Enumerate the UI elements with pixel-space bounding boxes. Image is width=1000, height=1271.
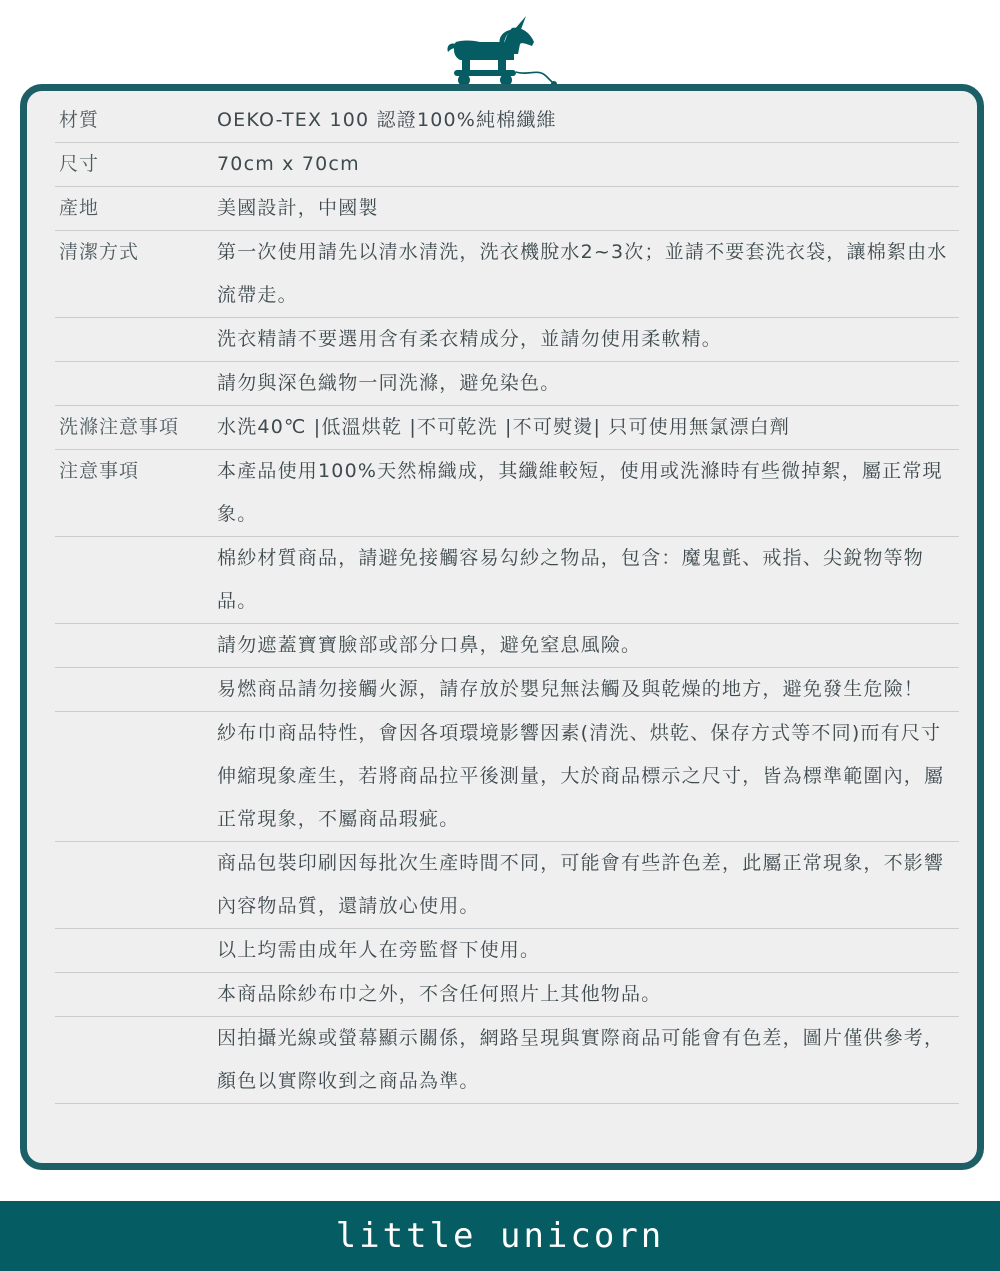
spec-row [55, 231, 959, 318]
spec-value: 請勿遮蓋寶寶臉部或部分口鼻，避免窒息風險。 [217, 634, 642, 656]
spec-row [55, 362, 959, 406]
spec-row [55, 537, 959, 624]
spec-row [55, 929, 959, 973]
rocking-unicorn-icon [442, 12, 560, 88]
spec-value: 因拍攝光線或螢幕顯示關係，網路呈現與實際商品可能會有色差，圖片僅供參考，顏色以實際收到之商品為準。 [217, 1027, 945, 1092]
spec-value: 以上均需由成年人在旁監督下使用。 [217, 939, 541, 961]
spec-row [55, 712, 959, 842]
spec-label [55, 668, 217, 711]
spec-table [55, 99, 959, 1104]
spec-row [55, 406, 959, 450]
spec-value: 70cm x 70cm [217, 153, 360, 175]
spec-value: 本產品使用100%天然棉織成，其纖維較短，使用或洗滌時有些微掉絮，屬正常現象。 [217, 460, 943, 525]
spec-label [55, 624, 217, 667]
spec-row [55, 450, 959, 537]
spec-value: 水洗40℃ |低溫烘乾 |不可乾洗 |不可熨燙| 只可使用無氯漂白劑 [217, 416, 791, 438]
spec-label: 清潔方式 [59, 241, 140, 263]
spec-row [55, 187, 959, 231]
spec-label: 洗滌注意事項 [59, 416, 180, 438]
spec-label: 尺寸 [59, 153, 100, 175]
spec-label [55, 318, 217, 361]
spec-value: 美國設計，中國製 [217, 197, 379, 219]
spec-label [55, 929, 217, 972]
spec-row [55, 143, 959, 187]
spec-label: 產地 [59, 197, 100, 219]
spec-value: 本商品除紗布巾之外，不含任何照片上其他物品。 [217, 983, 662, 1005]
spec-label [55, 537, 217, 623]
spec-label [55, 362, 217, 405]
spec-value: 洗衣精請不要選用含有柔衣精成分，並請勿使用柔軟精。 [217, 328, 723, 350]
spec-label [55, 712, 217, 841]
spec-row [55, 318, 959, 362]
spec-value: 易燃商品請勿接觸火源，請存放於嬰兒無法觸及與乾燥的地方，避免發生危險！ [217, 678, 925, 700]
spec-label: 注意事項 [59, 460, 140, 482]
spec-value: 第一次使用請先以清水清洗，洗衣機脫水2~3次；並請不要套洗衣袋，讓棉絮由水流帶走。 [217, 241, 948, 306]
spec-value: OEKO-TEX 100 認證100%純棉纖維 [217, 109, 557, 131]
spec-row [55, 1017, 959, 1104]
footer-banner [0, 1201, 1000, 1271]
spec-label [55, 973, 217, 1016]
spec-value: 紗布巾商品特性，會因各項環境影響因素(清洗、烘乾、保存方式等不同)而有尺寸伸縮現象產生，若將商品拉平後測量，大於商品標示之尺寸，皆為標準範圍內，屬正常現象，不屬商品瑕疵。 [217, 722, 945, 830]
spec-label [55, 1017, 217, 1103]
brand-name: little unicorn [335, 1216, 665, 1256]
spec-value: 商品包裝印刷因每批次生產時間不同，可能會有些許色差，此屬正常現象，不影響內容物品質，還請放心使用。 [217, 852, 945, 917]
spec-card [20, 84, 984, 1170]
spec-row [55, 624, 959, 668]
spec-label [55, 842, 217, 928]
spec-value: 請勿與深色織物一同洗滌，避免染色。 [217, 372, 561, 394]
spec-row [55, 668, 959, 712]
spec-row [55, 842, 959, 929]
spec-row [55, 99, 959, 143]
spec-label: 材質 [59, 109, 100, 131]
spec-value: 棉紗材質商品，請避免接觸容易勾紗之物品，包含：魔鬼氈、戒指、尖銳物等物品。 [217, 547, 925, 612]
spec-row [55, 973, 959, 1017]
